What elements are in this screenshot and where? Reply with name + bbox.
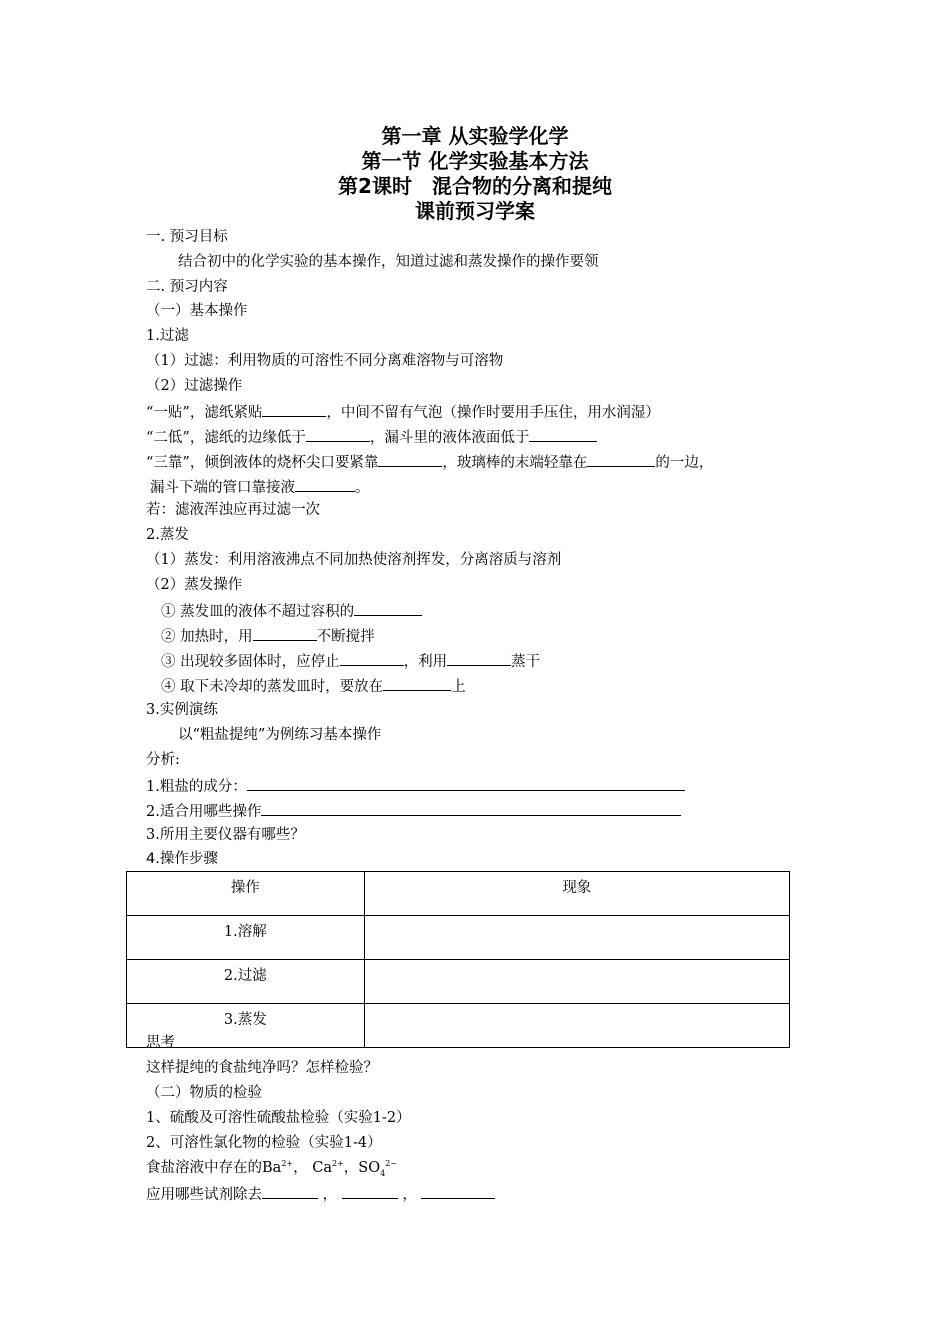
filter-three-lean: “三靠”，倾倒液体的烧杯尖口要紧靠 ，玻璃棒的末端轻靠在 的一边， [146,451,713,473]
sub-heading-basic-ops: （一）基本操作 [146,303,248,319]
blank-line[interactable] [529,426,597,442]
test-2: 2、可溶性氯化物的检验（实验1-4） [146,1135,382,1151]
blank-line[interactable] [262,401,326,417]
question-2: 2.适合用哪些操作 [146,800,681,822]
chapter-title: 第一章 从实验学化学 [381,124,569,148]
example-title: 3.实例演练 [146,702,218,718]
blank-line[interactable] [378,451,442,467]
filter-title: 1.过滤 [146,328,189,344]
table-cell-phenomenon[interactable] [364,1004,789,1048]
blank-line[interactable] [340,650,404,666]
blank-line[interactable] [421,1183,495,1199]
blank-line[interactable] [306,426,370,442]
blank-line[interactable] [587,451,655,467]
evap-op-heading: （2）蒸发操作 [146,577,243,593]
answer-line[interactable] [247,775,685,791]
table-header-row [127,872,790,916]
think-question: 这样提纯的食盐纯净吗？怎样检验？ [146,1060,378,1076]
reagent-line: 应用哪些试剂除去 ， ， [146,1183,495,1205]
filter-definition: （1）过滤：利用物质的可溶性不同分离难溶物与可溶物 [146,353,504,369]
steps-table [126,871,790,1048]
table-header-phenomenon: 现象 [364,872,789,916]
table-cell-phenomenon[interactable] [364,960,789,1004]
example-desc: 以“粗盐提纯”为例练习基本操作 [178,727,382,743]
evap-title: 2.蒸发 [146,527,189,543]
table-cell-phenomenon[interactable] [364,916,789,960]
table-cell-operation: 2.过滤 [127,960,365,1004]
goal-text: 结合初中的化学实验的基本操作，知道过滤和蒸发操作的操作要领 [178,254,599,270]
table-row [127,960,790,1004]
evap-item-3: ③ 出现较多固体时，应停止 ，利用 蒸干 [161,650,540,672]
filter-two-low: “二低”，滤纸的边缘低于 ，漏斗里的液体液面低于 [146,426,597,448]
blank-line[interactable] [354,600,422,616]
heading-goals: 一. 预习目标 [146,229,228,245]
steps-heading: 4.操作步骤 [146,851,218,867]
table-row [127,916,790,960]
filter-note: 若：滤液浑浊应再过滤一次 [146,502,320,518]
section-title: 第一节 化学实验基本方法 [361,149,589,173]
question-1: 1.粗盐的成分： [146,775,685,797]
evap-item-2: ② 加热时，用 不断搅拌 [161,625,375,647]
blank-line[interactable] [262,1183,318,1199]
filter-three-lean-cont: 漏斗下端的管口靠接液 。 [150,476,370,498]
blank-line[interactable] [383,675,451,691]
filter-one-stick: “一贴”，滤纸紧贴 ，中间不留有气泡（操作时要用手压住，用水润湿） [146,401,660,423]
think-label: 思考 [146,1035,175,1051]
ions-line: 食盐溶液中存在的$Ba^{2+}$， $Ca^{2+}$，$SO_4^{2-}$ [146,1159,397,1178]
answer-line[interactable] [261,800,681,816]
blank-line[interactable] [253,625,317,641]
blank-line[interactable] [342,1183,398,1199]
table-cell-operation: 1.溶解 [127,916,365,960]
heading-content: 二. 预习内容 [146,279,228,295]
evap-item-4: ④ 取下未冷却的蒸发皿时，要放在 上 [161,675,466,697]
table-row [127,1004,790,1048]
worksheet-title: 课前预习学案 [415,199,535,223]
test-1: 1、硫酸及可溶性硫酸盐检验（实验1-2） [146,1110,411,1126]
table-cell-operation: 3.蒸发 [127,1004,365,1048]
question-3: 3.所用主要仪器有哪些？ [146,827,305,843]
blank-line[interactable] [447,650,511,666]
sub-heading-detection: （二）物质的检验 [146,1085,262,1101]
evap-definition: （1）蒸发：利用溶液沸点不同加热使溶剂挥发，分离溶质与溶剂 [146,552,562,568]
analysis-label: 分析: [146,752,180,768]
filter-op-heading: （2）过滤操作 [146,378,243,394]
blank-line[interactable] [295,476,355,492]
lesson-title: 第2课时 混合物的分离和提纯 [338,174,612,198]
evap-item-1: ① 蒸发皿的液体不超过容积的 [161,600,422,622]
table-header-operation: 操作 [127,872,365,916]
